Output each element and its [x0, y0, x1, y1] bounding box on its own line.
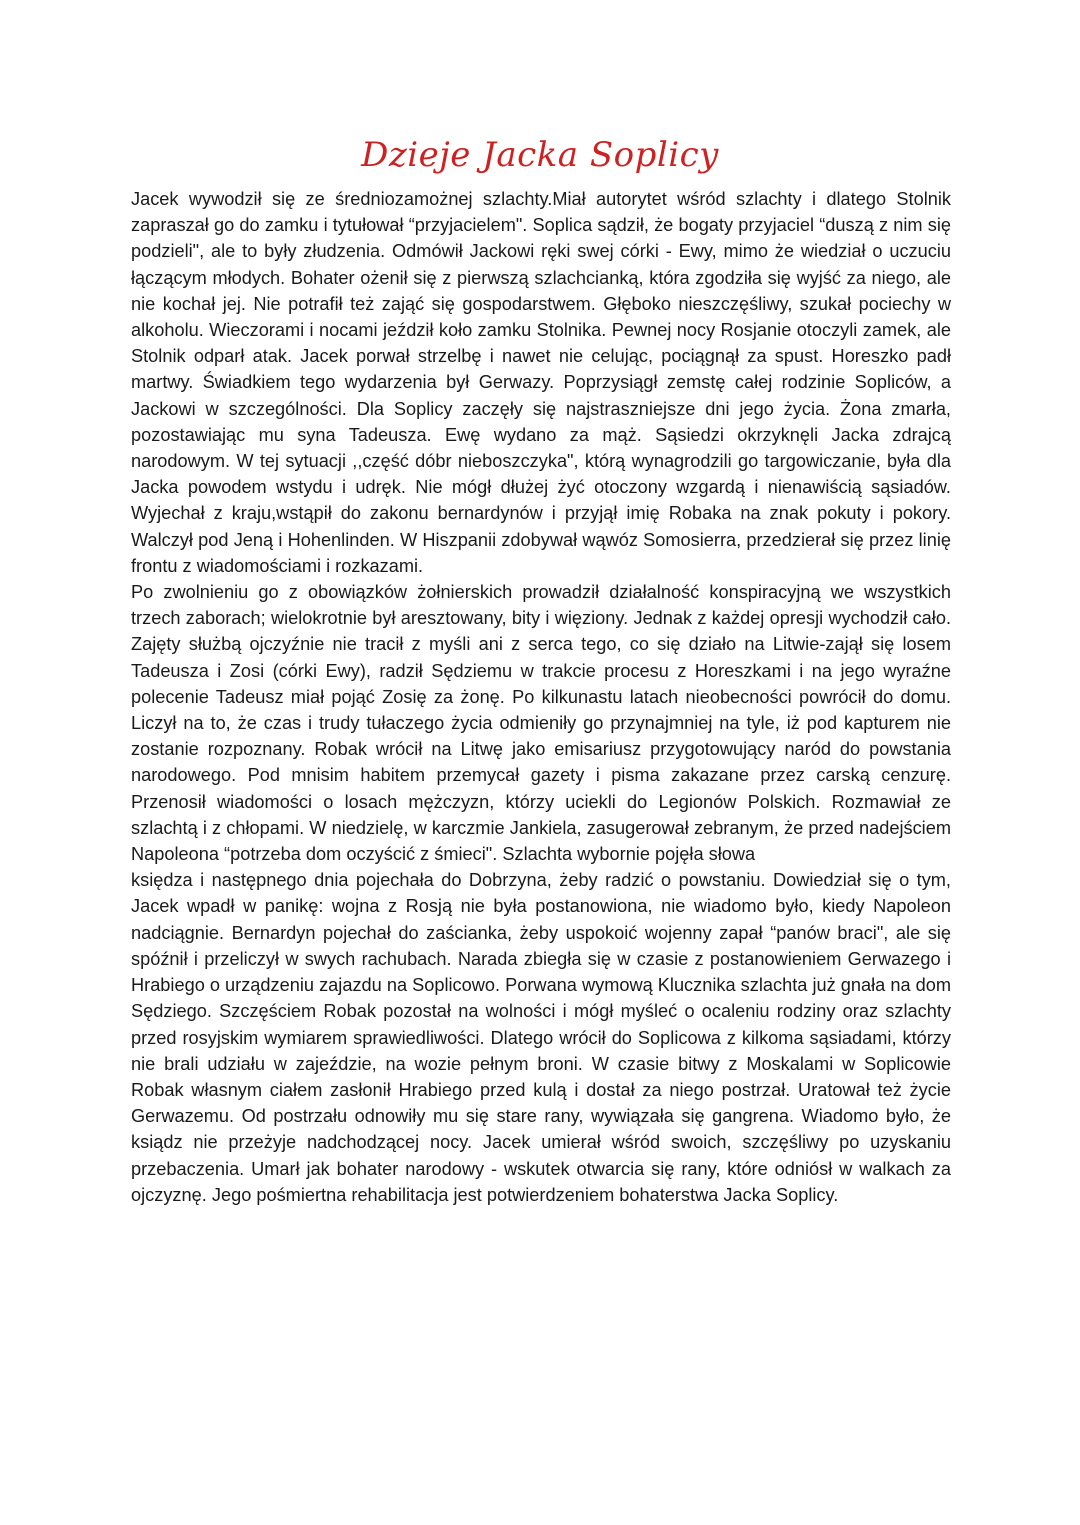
document-body [131, 186, 951, 1208]
paragraph-1: Jacek wywodził się ze średniozamożnej szlachty.Miał autorytet wśród szlachty i dlatego Stolnik zapraszał go do zamku i tytułował “przyjacielem". Soplica sądził, że bogaty przyjaciel “duszą z nim się podzieli", ale to były złudzenia. Odmówił Jackowi ręki swej córki - Ewy, mimo że wiedział o uczuciu łączącym młodych. Bohater ożenił się z pierwszą szlachcianką, która zgodziła się wyjść za niego, ale nie kochał jej. Nie potrafił też zająć się gospodarstwem. Głęboko nieszczęśliwy, szukał pociechy w alkoholu. Wieczorami i nocami jeździł koło zamku Stolnika. Pewnej nocy Rosjanie otoczyli zamek, ale Stolnik odparł atak. Jacek porwał strzelbę i nawet nie celując, pociągnął za spust. Horeszko padł martwy. Świadkiem tego wydarzenia był Gerwazy. Poprzysiągł zemstę całej rodzinie Sopliców, a Jackowi w szczególności. Dla Soplicy zaczęły się najstraszniejsze dni jego życia. Żona zmarła, pozostawiając mu syna Tadeusza. Ewę wydano za mąż. Sąsiedzi okrzyknęli Jacka zdrajcą narodowym. W tej sytuacji ,,część dóbr nieboszczyka", którą wynagrodzili go targowiczanie, była dla Jacka powodem wstydu i udręk. Nie mógł dłużej żyć otoczony wzgardą i nienawiścią sąsiadów. Wyjechał z kraju,wstąpił do zakonu bernardynów i przyjął imię Robaka na znak pokuty i pokory. Walczył pod Jeną i Hohenlinden. W Hiszpanii zdobywał wąwóz Somosierra, przedzierał się przez linię frontu z wiadomościami i rozkazami. [131, 189, 951, 576]
paragraph-2: Po zwolnieniu go z obowiązków żołnierskich prowadził działalność konspiracyjną we wszystkich trzech zaborach; wielokrotnie był aresztowany, bity i więziony. Jednak z każdej opresji wychodził cało. Zajęty służbą ojczyźnie nie tracił z myśli ani z serca tego, co się działo na Litwie-zajął się losem Tadeusza i Zosi (córki Ewy), radził Sędziemu w trakcie procesu z Horeszkami i na jego wyraźne polecenie Tadeusz miał pojąć Zosię za żonę. Po kilkunastu latach nieobecności powrócił do domu. Liczył na to, że czas i trudy tułaczego życia odmieniły go przynajmniej na tyle, iż pod kapturem nie zostanie rozpoznany. Robak wrócił na Litwę jako emisariusz przygotowujący naród do powstania narodowego. Pod mnisim habitem przemycał gazety i pisma zakazane przez carską cenzurę. Przenosił wiadomości o losach mężczyzn, którzy uciekli do Legionów Polskich. Rozmawiał ze szlachtą i z chłopami. W niedzielę, w karczmie Jankiela, zasugerował zebranym, że przed nadejściem Napoleona “potrzeba dom oczyścić z śmieci". Szlachta wybornie pojęła słowa [131, 582, 951, 865]
paragraph-3: księdza i następnego dnia pojechała do Dobrzyna, żeby radzić o powstaniu. Dowiedział się o tym, Jacek wpadł w panikę: wojna z Rosją nie była postanowiona, nie wiadomo było, kiedy Napoleon nadciągnie. Bernardyn pojechał do zaścianka, żeby uspokoić wojenny zapał “panów braci", ale się spóźnił i przeliczył w swych rachubach. Narada zbiegła się w czasie z postanowieniem Gerwazego i Hrabiego o urządzeniu zajazdu na Soplicowo. Porwana wymową Klucznika szlachta już gnała na dom Sędziego. Szczęściem Robak pozostał na wolności i mógł myśleć o ocaleniu rodziny oraz szlachty przed rosyjskim wymiarem sprawiedliwości. Dlatego wrócił do Soplicowa z kilkoma sąsiadami, którzy nie brali udziału w zajeździe, na wozie pełnym broni. W czasie bitwy z Moskalami w Soplicowie Robak własnym ciałem zasłonił Hrabiego przed kulą i dostał za niego postrzał. Uratował też życie Gerwazemu. Od postrzału odnowiły mu się stare rany, wywiązała się gangrena. Wiadomo było, że ksiądz nie przeżyje nadchodzącej nocy. Jacek umierał wśród swoich, szczęśliwy po uzyskaniu przebaczenia. Umarł jak bohater narodowy - wskutek otwarcia się rany, które odniósł w walkach za ojczyznę. Jego pośmiertna rehabilitacja jest potwierdzeniem bohaterstwa Jacka Soplicy. [131, 870, 951, 1205]
document-title: Dzieje Jacka Soplicy [361, 135, 719, 175]
